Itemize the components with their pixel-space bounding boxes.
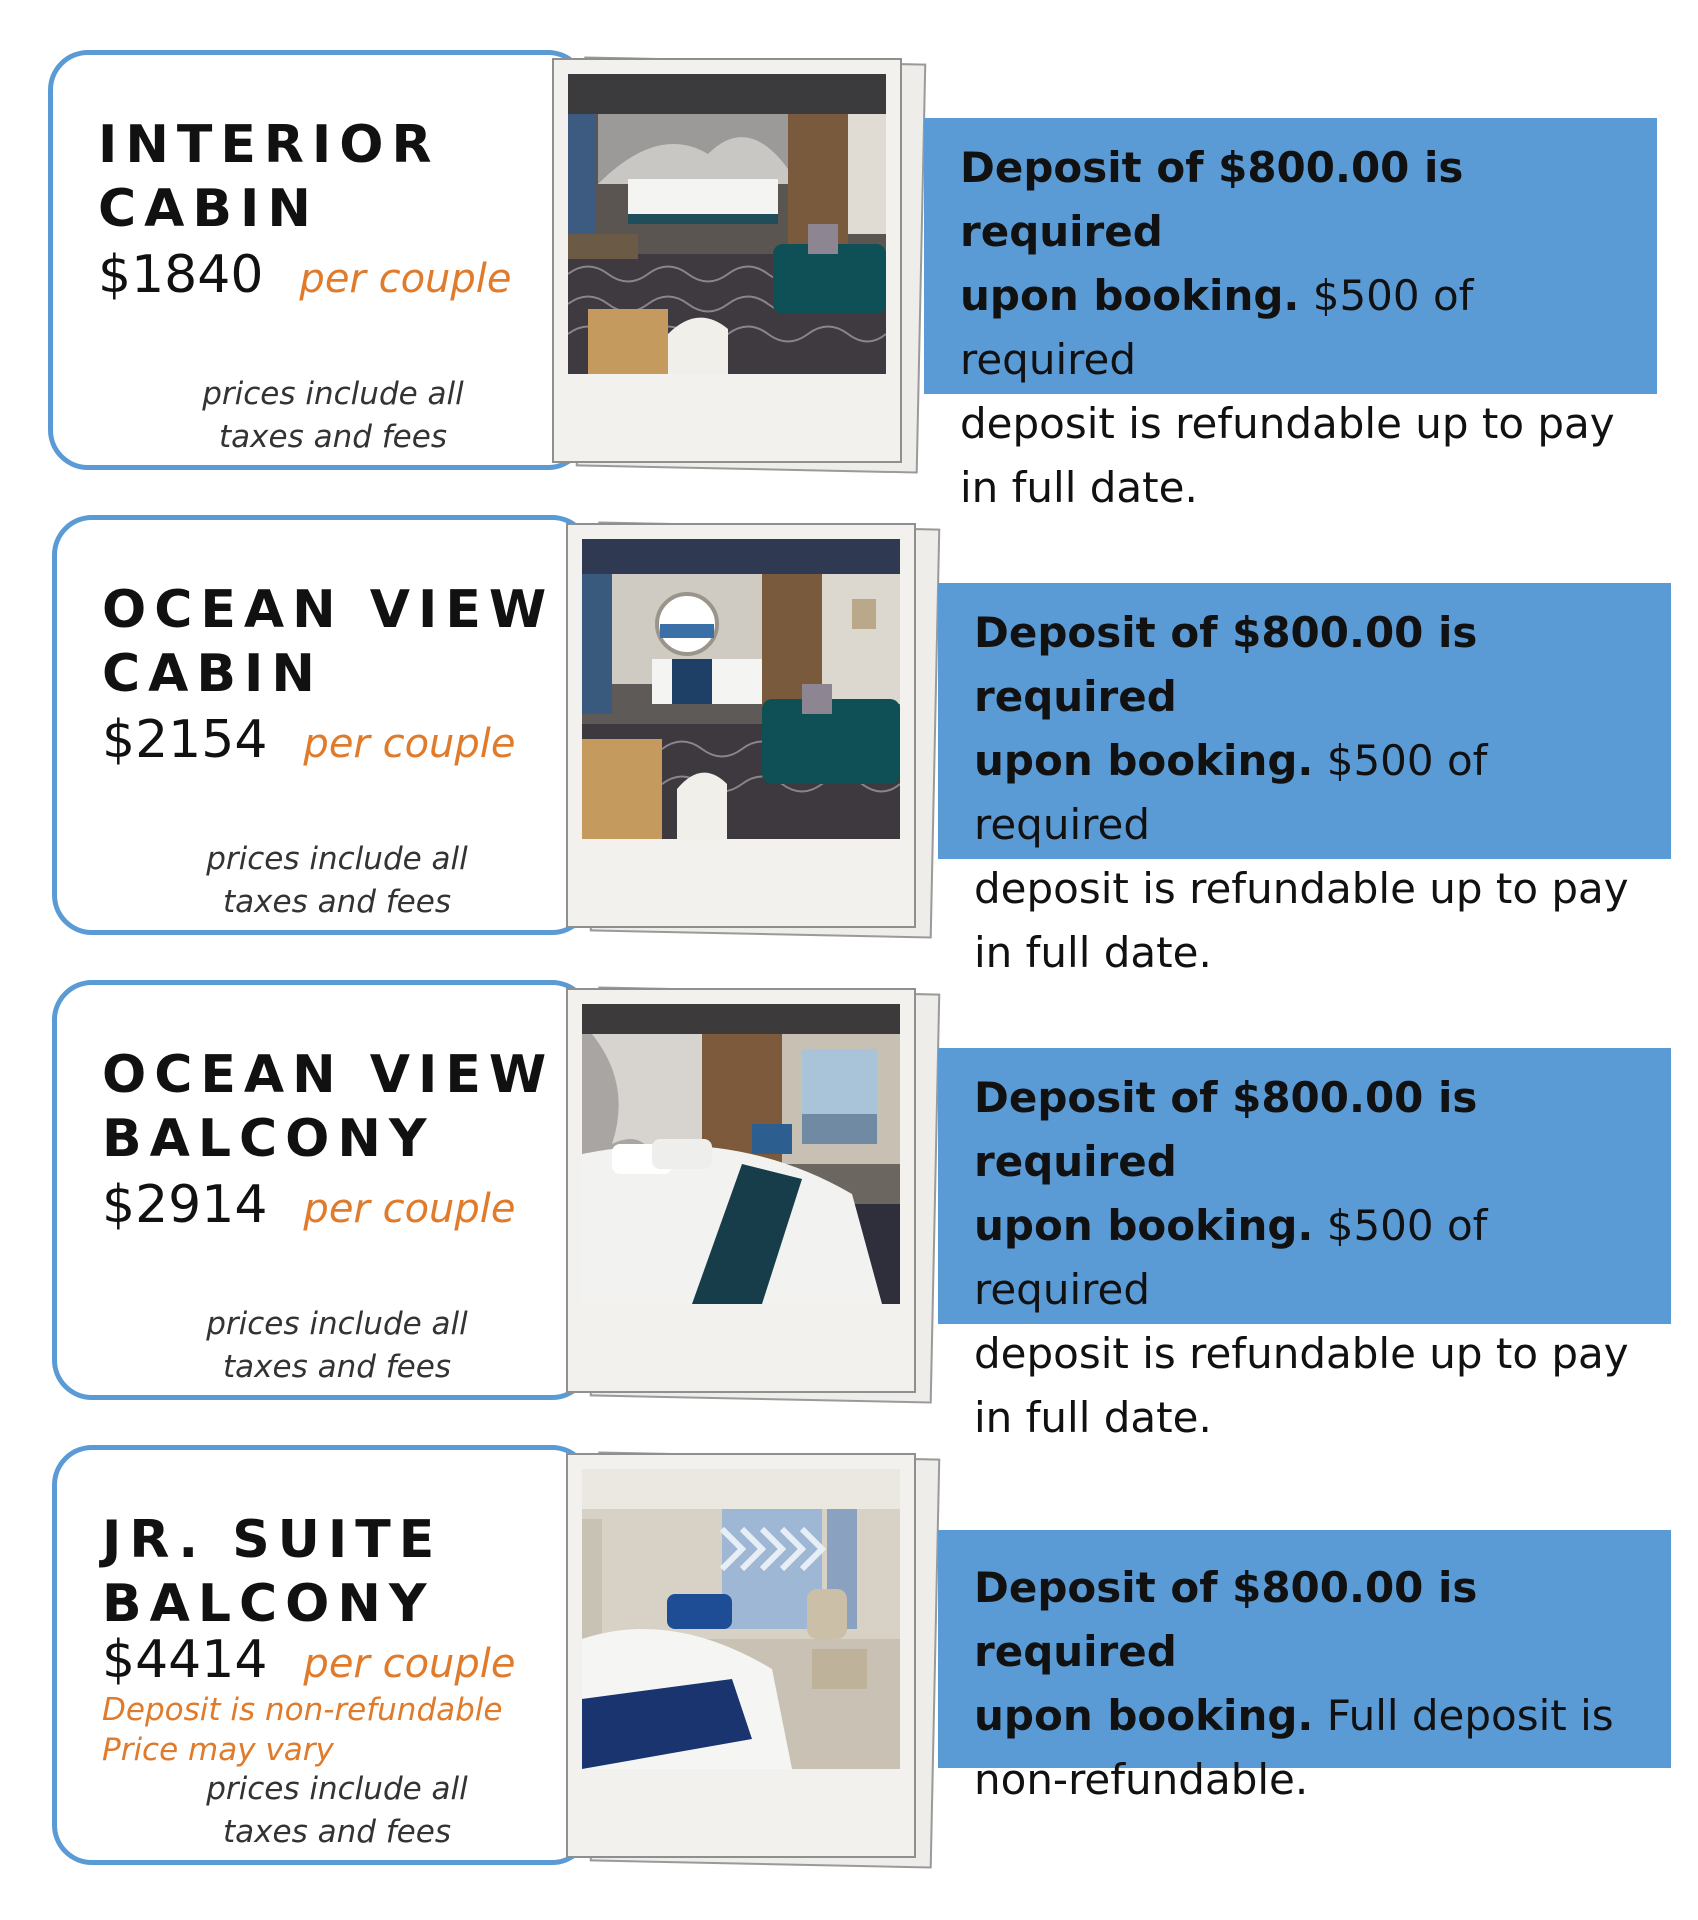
deposit-bold-line2: upon booking. (974, 736, 1314, 785)
deposit-bold-line2: upon booking. (960, 271, 1300, 320)
tax-note-line2: taxes and fees (223, 884, 451, 920)
deposit-rest-line2: $500 of required (974, 1201, 1488, 1314)
non-refundable-note: Deposit is non-refundable (102, 1692, 503, 1728)
per-couple-label: per couple (303, 1641, 516, 1687)
deposit-bold-line1: Deposit of $800.00 is required (974, 608, 1478, 721)
cabin-price: $1840 (98, 245, 264, 305)
deposit-rest-line2: $500 of required (974, 736, 1488, 849)
cabin-price: $2154 (102, 710, 268, 770)
tax-note-line1: prices include all (206, 1771, 468, 1807)
tax-note-line1: prices include all (206, 1306, 468, 1342)
cabin-price-card (52, 980, 592, 1400)
cabin-row-interior (0, 50, 1698, 512)
deposit-line4: in full date. (974, 928, 1212, 977)
deposit-text (974, 601, 1641, 985)
ocean-view-cabin-photo (582, 539, 900, 839)
cabin-title-line1: OCEAN VIEW (102, 580, 555, 640)
polaroid-frame (566, 988, 916, 1393)
cabin-row-jr-suite-balcony (0, 1445, 1698, 1885)
cabin-title (98, 113, 578, 241)
cabin-title (102, 1508, 582, 1636)
tax-note (157, 1768, 517, 1854)
deposit-bold-line2: upon booking. (974, 1201, 1314, 1250)
tax-note-line1: prices include all (202, 376, 464, 412)
deposit-bold-line2: upon booking. (974, 1691, 1314, 1740)
jr-suite-balcony-photo (582, 1469, 900, 1769)
tax-note (157, 1303, 517, 1389)
per-couple-label: per couple (299, 256, 512, 302)
price-line (102, 710, 516, 770)
polaroid-frame (566, 523, 916, 928)
deposit-line3: deposit is refundable up to pay (974, 1329, 1629, 1378)
deposit-info-box (938, 1530, 1671, 1804)
deposit-info-box (938, 583, 1671, 977)
tax-note-line2: taxes and fees (223, 1814, 451, 1850)
tax-note-line2: taxes and fees (219, 419, 447, 455)
per-couple-label: per couple (303, 721, 516, 767)
cabin-price-card (52, 515, 592, 935)
per-couple-label: per couple (303, 1186, 516, 1232)
deposit-text (974, 1548, 1641, 1812)
deposit-text (960, 136, 1627, 520)
interior-cabin-photo (568, 74, 886, 374)
deposit-text (974, 1066, 1641, 1450)
polaroid-frame (552, 58, 902, 463)
tax-note (153, 373, 513, 459)
cabin-title-line1: INTERIOR (98, 115, 440, 175)
deposit-bold-line1: Deposit of $800.00 is required (960, 143, 1464, 256)
cabin-title-line2: CABIN (102, 644, 323, 704)
cabin-title-line1: JR. SUITE (102, 1510, 443, 1570)
cabin-title (102, 1043, 582, 1171)
cabin-price: $2914 (102, 1175, 268, 1235)
deposit-line3: non-refundable. (974, 1755, 1309, 1804)
price-line (98, 245, 512, 305)
deposit-rest-line2: Full deposit is (1313, 1691, 1614, 1740)
cabin-row-ocean-view (0, 515, 1698, 977)
cabin-title (102, 578, 582, 706)
cabin-title-line1: OCEAN VIEW (102, 1045, 555, 1105)
deposit-line3: deposit is refundable up to pay (974, 864, 1629, 913)
cabin-title-line2: BALCONY (102, 1574, 435, 1634)
cabin-title-line2: BALCONY (102, 1109, 435, 1169)
tax-note (157, 838, 517, 924)
price-line (102, 1175, 516, 1235)
ocean-view-balcony-photo (582, 1004, 900, 1304)
deposit-line4: in full date. (960, 463, 1198, 512)
polaroid-frame (566, 1453, 916, 1858)
cabin-price: $4414 (102, 1630, 268, 1690)
deposit-bold-line1: Deposit of $800.00 is required (974, 1563, 1478, 1676)
cabin-price-card (52, 1445, 592, 1865)
deposit-line4: in full date. (974, 1393, 1212, 1442)
deposit-rest-line2: $500 of required (960, 271, 1474, 384)
deposit-bold-line1: Deposit of $800.00 is required (974, 1073, 1478, 1186)
price-line (102, 1630, 516, 1690)
deposit-line3: deposit is refundable up to pay (960, 399, 1615, 448)
cabin-notes (102, 1690, 503, 1770)
deposit-info-box (924, 118, 1657, 512)
deposit-info-box (938, 1048, 1671, 1442)
cabin-row-ocean-view-balcony (0, 980, 1698, 1442)
tax-note-line1: prices include all (206, 841, 468, 877)
cabin-price-card (48, 50, 588, 470)
price-may-vary-note: Price may vary (102, 1732, 334, 1768)
cabin-title-line2: CABIN (98, 179, 319, 239)
tax-note-line2: taxes and fees (223, 1349, 451, 1385)
